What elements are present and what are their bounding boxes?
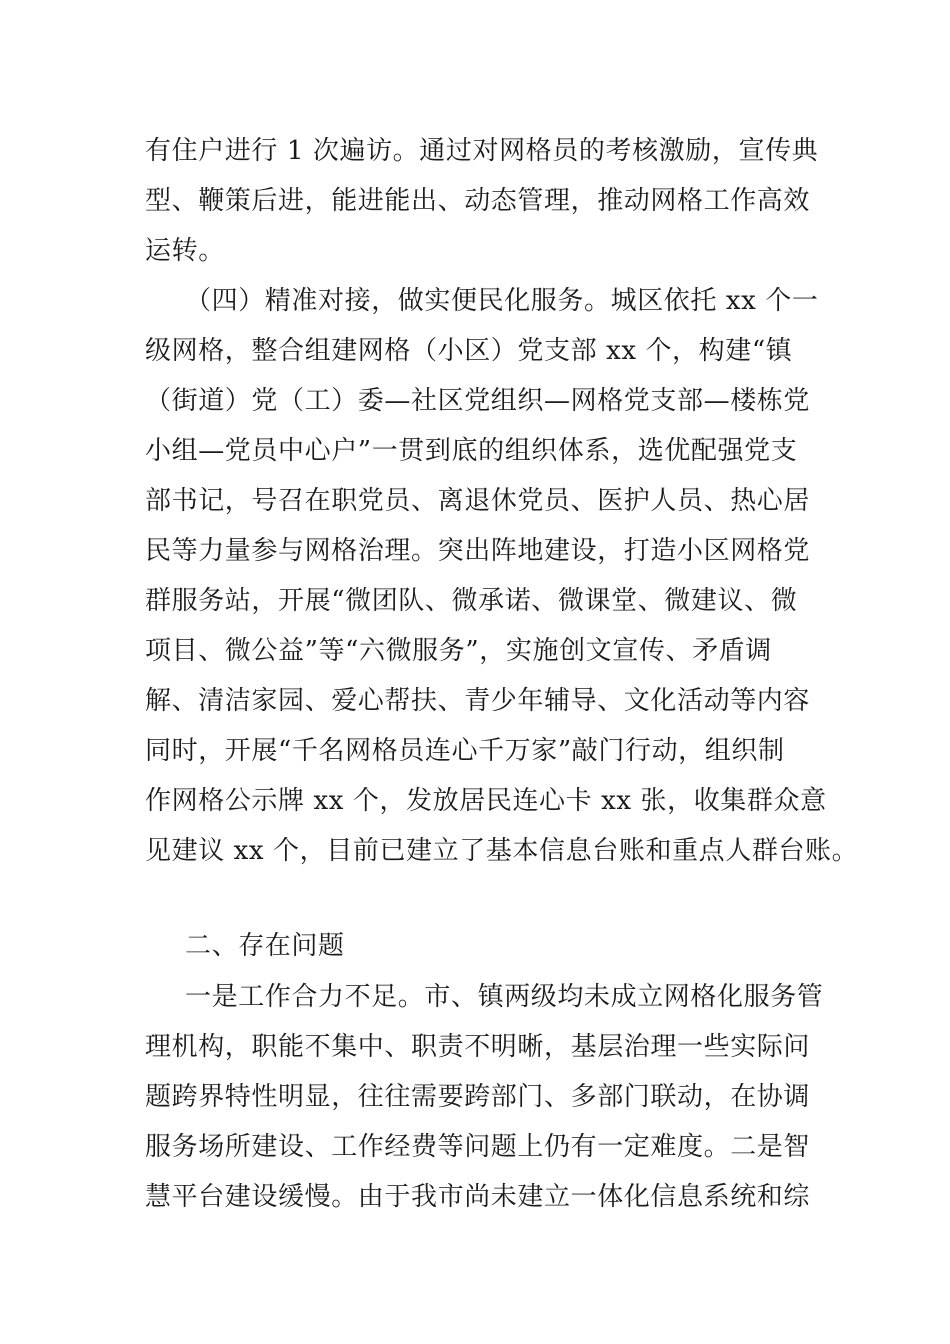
paragraph-first-line: 一是工作合力不足。市、镇两级均未成立网格化服务管 <box>185 982 824 1012</box>
text-line: 群服务站，开展“微团队、微承诺、微课堂、微建议、微 <box>145 586 798 616</box>
section-heading: 二、存在问题 <box>185 931 345 961</box>
text-line: 服务场所建设、工作经费等问题上仍有一定难度。二是智 <box>145 1132 811 1162</box>
text-line: 同时，开展“千名网格员连心千万家”敲门行动，组织制 <box>145 736 785 766</box>
text-line: 型、鞭策后进，能进能出、动态管理，推动网格工作高效 <box>145 186 811 216</box>
text-line: 项目、微公益”等“六微服务”，实施创文宣传、矛盾调 <box>145 636 772 666</box>
text-line: 理机构，职能不集中、职责不明晰，基层治理一些实际问 <box>145 1032 811 1062</box>
text-line: 题跨界特性明显，往往需要跨部门、多部门联动，在协调 <box>145 1082 811 1112</box>
text-line: 级网格，整合组建网格（小区）党支部 xx 个，构建“镇 <box>145 336 793 366</box>
text-line: 解、清洁家园、爱心帮扶、青少年辅导、文化活动等内容 <box>145 686 811 716</box>
text-line: 作网格公示牌 xx 个，发放居民连心卡 xx 张，收集群众意 <box>145 786 827 816</box>
text-line: 慧平台建设缓慢。由于我市尚未建立一体化信息系统和综 <box>145 1182 811 1212</box>
text-line: 小组—党员中心户”一贯到底的组织体系，选优配强党支 <box>145 436 798 466</box>
text-line: 运转。 <box>145 236 225 266</box>
text-line: （街道）党（工）委—社区党组织—网格党支部—楼栋党 <box>145 386 811 416</box>
text-line: 部书记，号召在职党员、离退休党员、医护人员、热心居 <box>145 486 811 516</box>
paragraph-heading-line: （四）精准对接，做实便民化服务。城区依托 xx 个一 <box>185 286 819 316</box>
text-line: 有住户进行 1 次遍访。通过对网格员的考核激励，宣传典 <box>145 136 819 166</box>
text-line: 民等力量参与网格治理。突出阵地建设，打造小区网格党 <box>145 536 811 566</box>
text-line: 见建议 xx 个，目前已建立了基本信息台账和重点人群台账。 <box>145 836 859 866</box>
